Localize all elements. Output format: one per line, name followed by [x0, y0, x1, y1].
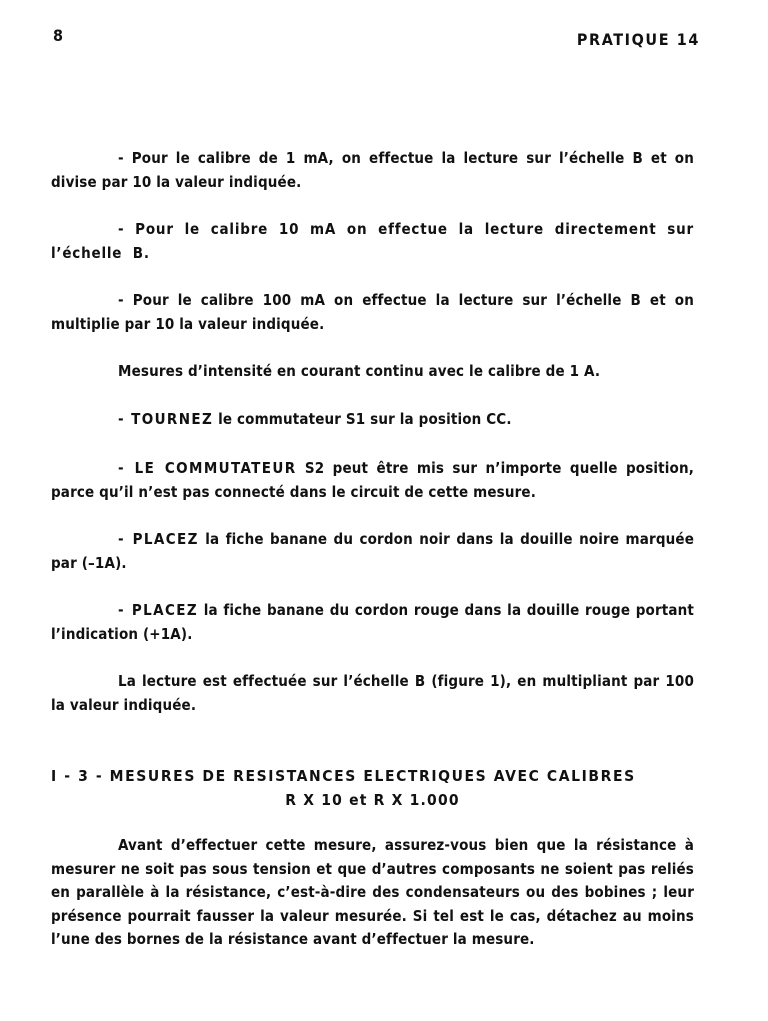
paragraph-resistance-precaution: Avant d’effectuer cette mesure, assurez-vous bien que la résistance à mesurer ne soit pas sous tension et que d’autres composants ne soient pas reliés en parallèle à la résistance, c’est-à-dire des condensateurs ou des bobines ; leur présence pourrait fausser la valeur mesurée. Si tel est le cas, détachez au moins l’une des bornes de la résistance avant d’effectuer la mesure.: [51, 836, 694, 948]
section-heading-line-1: I - 3 - MESURES DE RESISTANCES ELECTRIQUES AVEC CALIBRES: [51, 767, 636, 785]
paragraph-intensity-measurement: Mesures d’intensité en courant continu avec le calibre de 1 A.: [118, 362, 601, 380]
paragraph-calibre-1ma: - Pour le calibre de 1 mA, on effectue la lecture sur l’échelle B et on divise par 10 la valeur indiquée.: [51, 149, 694, 191]
page-number: 8: [53, 26, 64, 45]
section-heading-line-2: R X 10 et R X 1.000: [285, 790, 460, 809]
instruction-text: S2 peut être mis sur n’importe quelle position, parce qu’il n’est pas connecté dans le circuit de cette mesure.: [51, 459, 694, 501]
instruction-keyword: - TOURNEZ: [118, 409, 214, 428]
paragraph-red-lead: [51, 599, 694, 646]
instruction-text: le commutateur S1 sur la position CC.: [213, 409, 512, 428]
instruction-text: la fiche banane du cordon rouge dans la douille rouge portant l’indication (+1A).: [51, 601, 694, 643]
section-heading: [51, 765, 694, 812]
instruction-text: la fiche banane du cordon noir dans la douille noire marquée par (–1A).: [51, 530, 694, 572]
paragraph-calibre-100ma: - Pour le calibre 100 mA on effectue la lecture sur l’échelle B et on multiplie par 10 la valeur indiquée.: [51, 291, 694, 333]
instruction-keyword: - LE COMMUTATEUR: [118, 459, 297, 477]
paragraph-switch-s2: [51, 457, 694, 504]
paragraph-turn-switch-s1: [51, 408, 694, 432]
page-body: [51, 147, 694, 976]
running-header-title: PRATIQUE 14: [576, 30, 700, 49]
paragraph-black-lead: [51, 528, 694, 575]
paragraph-calibre-10ma: - Pour le calibre 10 mA on effectue la lecture directement sur l’échelle B.: [51, 220, 694, 262]
instruction-keyword: - PLACEZ: [118, 601, 199, 619]
paragraph-reading-scale-b: La lecture est effectuée sur l’échelle B (figure 1), en multipliant par 100 la valeur indiquée.: [51, 672, 694, 714]
instruction-keyword: - PLACEZ: [118, 530, 199, 548]
